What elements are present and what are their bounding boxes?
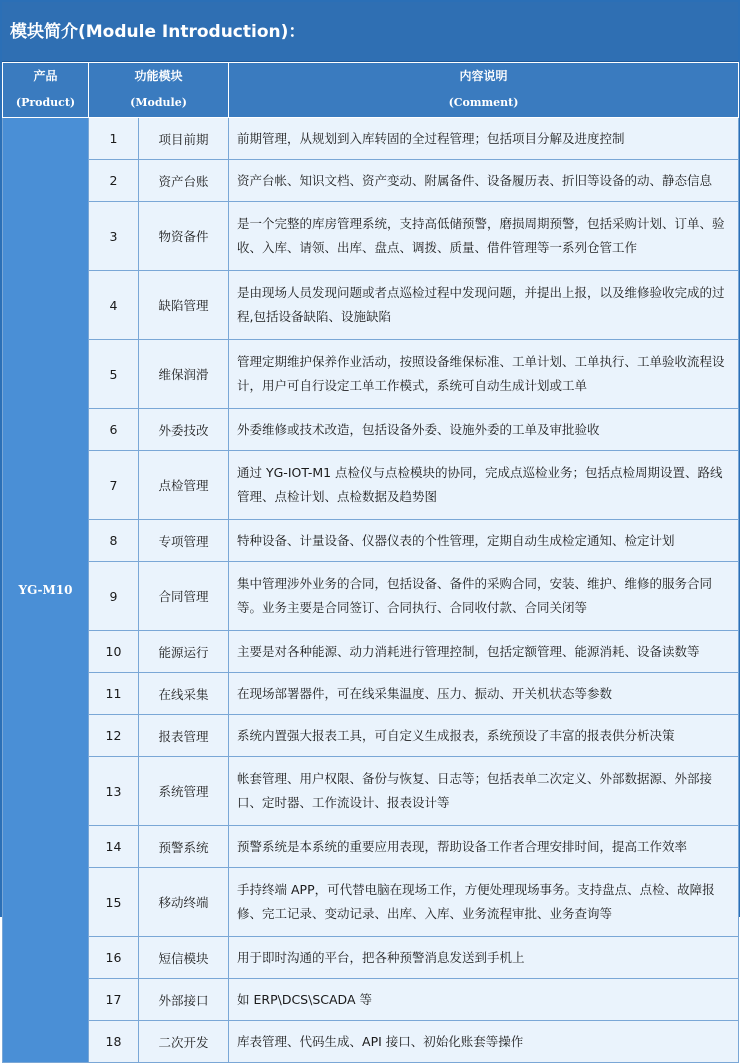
- module-name: 外委技改: [139, 409, 229, 451]
- table-body: [3, 118, 739, 1063]
- module-name: 在线采集: [139, 673, 229, 715]
- module-name: 缺陷管理: [139, 271, 229, 340]
- row-number: 12: [89, 715, 139, 757]
- module-description: 在现场部署器件，可在线采集温度、压力、振动、开关机状态等参数: [229, 673, 739, 715]
- header-product-en: (Product): [15, 96, 76, 109]
- table-row: [3, 826, 739, 868]
- module-description: 集中管理涉外业务的合同，包括设备、备件的采购合同，安装、维护、维修的服务合同等。业务主要是合同签订、合同执行、合同收付款、合同关闭等: [229, 562, 739, 631]
- module-name: 资产台账: [139, 160, 229, 202]
- row-number: 1: [89, 118, 139, 160]
- module-name: 预警系统: [139, 826, 229, 868]
- row-number: 15: [89, 868, 139, 937]
- row-number: 4: [89, 271, 139, 340]
- module-name: 二次开发: [139, 1021, 229, 1063]
- table-row: [3, 715, 739, 757]
- header-module-en: (Module): [130, 96, 187, 109]
- module-name: 系统管理: [139, 757, 229, 826]
- row-number: 13: [89, 757, 139, 826]
- header-product: [3, 63, 89, 118]
- row-number: 8: [89, 520, 139, 562]
- table-row: [3, 868, 739, 937]
- module-name: 移动终端: [139, 868, 229, 937]
- module-description: 特种设备、计量设备、仪器仪表的个性管理，定期自动生成检定通知、检定计划: [229, 520, 739, 562]
- table-header-row: [3, 63, 739, 118]
- table-row: [3, 937, 739, 979]
- module-name: 合同管理: [139, 562, 229, 631]
- module-name: 专项管理: [139, 520, 229, 562]
- product-name-cell: YG-M10: [3, 118, 89, 1063]
- module-description: 是由现场人员发现问题或者点巡检过程中发现问题，并提出上报，以及维修验收完成的过程,包括设备缺陷、设施缺陷: [229, 271, 739, 340]
- module-description: 系统内置强大报表工具，可自定义生成报表，系统预设了丰富的报表供分析决策: [229, 715, 739, 757]
- module-description: 管理定期维护保养作业活动，按照设备维保标准、工单计划、工单执行、工单验收流程设计，用户可自行设定工单工作模式，系统可自动生成计划或工单: [229, 340, 739, 409]
- row-number: 17: [89, 979, 139, 1021]
- module-description: 外委维修或技术改造，包括设备外委、设施外委的工单及审批验收: [229, 409, 739, 451]
- table-row: [3, 340, 739, 409]
- header-comment: [229, 63, 739, 118]
- row-number: 18: [89, 1021, 139, 1063]
- row-number: 16: [89, 937, 139, 979]
- row-number: 2: [89, 160, 139, 202]
- module-description: 通过 YG-IOT-M1 点检仪与点检模块的协同，完成点巡检业务；包括点检周期设置、路线管理、点检计划、点检数据及趋势图: [229, 451, 739, 520]
- row-number: 3: [89, 202, 139, 271]
- table-row: [3, 1021, 739, 1063]
- row-number: 10: [89, 631, 139, 673]
- module-name: 点检管理: [139, 451, 229, 520]
- module-description: 手持终端 APP，可代替电脑在现场工作，方便处理现场事务。支持盘点、点检、故障报修、完工记录、变动记录、出库、入库、业务流程审批、业务查询等: [229, 868, 739, 937]
- table-row: [3, 409, 739, 451]
- module-description: 用于即时沟通的平台，把各种预警消息发送到手机上: [229, 937, 739, 979]
- table-row: [3, 160, 739, 202]
- row-number: 11: [89, 673, 139, 715]
- table-row: [3, 118, 739, 160]
- module-description: 帐套管理、用户权限、备份与恢复、日志等；包括表单二次定义、外部数据源、外部接口、定时器、工作流设计、报表设计等: [229, 757, 739, 826]
- table-row: [3, 757, 739, 826]
- header-module-cn: 功能模块: [134, 69, 183, 83]
- header-comment-cn: 内容说明: [459, 69, 508, 83]
- module-description: 是一个完整的库房管理系统，支持高低储预警，磨损周期预警，包括采购计划、订单、验收、入库、请领、出库、盘点、调拨、质量、借件管理等一系列仓管工作: [229, 202, 739, 271]
- module-name: 维保润滑: [139, 340, 229, 409]
- module-name: 短信模块: [139, 937, 229, 979]
- module-name: 项目前期: [139, 118, 229, 160]
- header-product-cn: 产品: [33, 69, 58, 83]
- row-number: 7: [89, 451, 139, 520]
- table-row: [3, 562, 739, 631]
- module-name: 物资备件: [139, 202, 229, 271]
- page-title: 模块简介(Module Introduction)：: [2, 2, 738, 62]
- table-row: [3, 271, 739, 340]
- table-row: [3, 979, 739, 1021]
- module-name: 能源运行: [139, 631, 229, 673]
- module-description: 预警系统是本系统的重要应用表现，帮助设备工作者合理安排时间，提高工作效率: [229, 826, 739, 868]
- row-number: 6: [89, 409, 139, 451]
- table-row: [3, 202, 739, 271]
- table-row: [3, 451, 739, 520]
- row-number: 9: [89, 562, 139, 631]
- module-description: 如 ERP\DCS\SCADA 等: [229, 979, 739, 1021]
- table-row: [3, 673, 739, 715]
- module-name: 报表管理: [139, 715, 229, 757]
- module-description: 库表管理、代码生成、API 接口、初始化账套等操作: [229, 1021, 739, 1063]
- module-description: 前期管理，从规划到入库转固的全过程管理；包括项目分解及进度控制: [229, 118, 739, 160]
- header-module: [89, 63, 229, 118]
- module-name: 外部接口: [139, 979, 229, 1021]
- module-description: 资产台帐、知识文档、资产变动、附属备件、设备履历表、折旧等设备的动、静态信息: [229, 160, 739, 202]
- header-comment-en: (Comment): [448, 96, 519, 109]
- row-number: 5: [89, 340, 139, 409]
- module-table: [2, 62, 739, 1063]
- table-row: [3, 631, 739, 673]
- row-number: 14: [89, 826, 139, 868]
- table-row: [3, 520, 739, 562]
- module-description: 主要是对各种能源、动力消耗进行管理控制，包括定额管理、能源消耗、设备读数等: [229, 631, 739, 673]
